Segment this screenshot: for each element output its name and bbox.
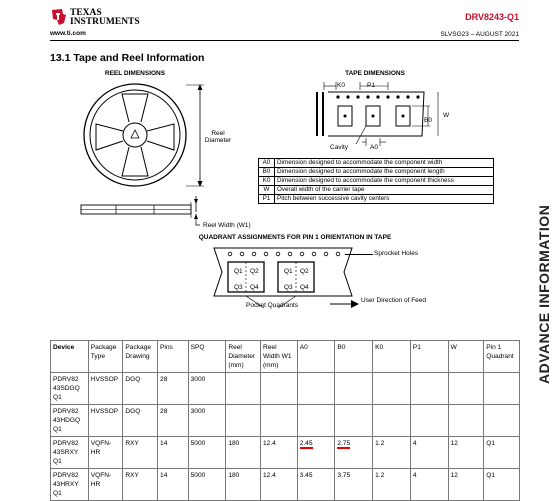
table-cell: 3000 xyxy=(188,405,226,437)
highlighted-value: 2.45 xyxy=(299,440,313,447)
quadrant-q4-b: Q4 xyxy=(300,284,309,291)
table-cell: 5000 xyxy=(188,437,226,469)
quadrant-q2-b: Q2 xyxy=(300,268,309,275)
table-cell xyxy=(297,405,335,437)
table-cell: HVSSOP xyxy=(88,405,123,437)
table-cell: 5000 xyxy=(188,469,226,501)
legend-key: B0 xyxy=(259,168,275,177)
table-cell: 12.4 xyxy=(260,469,297,501)
highlighted-value: 2.75 xyxy=(337,440,351,447)
table-cell: 14 xyxy=(158,469,189,501)
table-cell: 12 xyxy=(448,437,484,469)
table-cell: 28 xyxy=(158,373,189,405)
table-cell xyxy=(226,405,261,437)
table-cell: 3000 xyxy=(188,373,226,405)
table-cell: 1.2 xyxy=(373,469,411,501)
table-row xyxy=(51,437,520,469)
sprocket-holes-label: Sprocket Holes xyxy=(374,250,419,257)
tape-cavity-label: Cavity xyxy=(330,144,349,151)
table-cell xyxy=(335,373,373,405)
feed-direction-label: User Direction of Feed xyxy=(361,297,427,304)
table-cell: PDRV82 43HRXY Q1 xyxy=(51,469,89,501)
advance-information-banner: ADVANCE INFORMATION xyxy=(536,204,552,384)
table-cell: 180 xyxy=(226,469,261,501)
table-cell: DGQ xyxy=(123,373,158,405)
column-header: Pin 1 Quadrant xyxy=(484,341,520,373)
website-link[interactable]: www.ti.com xyxy=(50,30,86,37)
reel-diagram xyxy=(70,78,220,238)
column-header: Device xyxy=(51,341,89,373)
legend-key: P1 xyxy=(259,195,275,204)
table-cell: 12 xyxy=(448,469,484,501)
column-header: A0 xyxy=(297,341,335,373)
table-cell xyxy=(448,373,484,405)
table-cell: DGQ xyxy=(123,405,158,437)
table-cell: RXY xyxy=(123,437,158,469)
column-header: SPQ xyxy=(188,341,226,373)
table-cell: 3.45 xyxy=(297,469,335,501)
sprocket-leader xyxy=(345,254,373,255)
table-cell: 3.75 xyxy=(335,469,373,501)
quadrant-q1-a: Q1 xyxy=(234,268,243,275)
section-title: 13.1 Tape and Reel Information xyxy=(50,52,205,64)
table-cell xyxy=(484,405,520,437)
legend-row xyxy=(259,195,494,204)
feed-arrow-icon xyxy=(330,296,360,306)
legend-description: Overall width of the carrier tape xyxy=(275,186,494,195)
table-cell xyxy=(297,373,335,405)
part-number-link[interactable]: DRV8243-Q1 xyxy=(465,12,519,22)
column-header: W xyxy=(448,341,484,373)
legend-row xyxy=(259,168,494,177)
pocket-quadrants-label: Pocket Quadrants xyxy=(246,302,299,309)
table-cell: 14 xyxy=(158,437,189,469)
quadrant-q3-a: Q3 xyxy=(234,284,243,291)
table-cell xyxy=(297,437,335,469)
column-header: Pins xyxy=(158,341,189,373)
column-header: Reel Width W1 (mm) xyxy=(260,341,297,373)
table-cell xyxy=(335,437,373,469)
legend-key: W xyxy=(259,186,275,195)
brand-line-2: INSTRUMENTS xyxy=(70,17,140,27)
reel-diameter-line-2: Diameter xyxy=(204,137,232,144)
brand-line-1: TEXAS xyxy=(70,8,102,18)
column-header: Package Type xyxy=(88,341,123,373)
header-divider xyxy=(50,40,519,41)
table-row xyxy=(51,469,520,501)
quadrant-q1-b: Q1 xyxy=(284,268,293,275)
doc-id: SLVSG23 – AUGUST 2021 xyxy=(440,31,519,38)
table-cell xyxy=(484,373,520,405)
table-cell xyxy=(335,405,373,437)
tape-reel-table xyxy=(50,340,520,501)
table-cell: 12.4 xyxy=(260,437,297,469)
table-cell xyxy=(226,373,261,405)
column-header: Reel Diameter (mm) xyxy=(226,341,261,373)
column-header: B0 xyxy=(335,341,373,373)
legend-row xyxy=(259,159,494,168)
table-cell: Q1 xyxy=(484,469,520,501)
legend-key: A0 xyxy=(259,159,275,168)
tape-dimensions-title: TAPE DIMENSIONS xyxy=(345,70,405,77)
table-cell: VQFN-HR xyxy=(88,437,123,469)
legend-description: Pitch between successive cavity centers xyxy=(275,195,494,204)
tape-k0-label: K0 xyxy=(337,82,345,89)
legend-description: Dimension designed to accommodate the component thickness xyxy=(275,177,494,186)
table-cell: 4 xyxy=(410,469,448,501)
legend-row xyxy=(259,177,494,186)
table-cell xyxy=(410,405,448,437)
legend-row xyxy=(259,186,494,195)
table-cell: PDRV82 43SRXY Q1 xyxy=(51,437,89,469)
legend-description: Dimension designed to accommodate the component length xyxy=(275,168,494,177)
table-cell xyxy=(260,373,297,405)
column-header: Package Drawing xyxy=(123,341,158,373)
table-cell: 4 xyxy=(410,437,448,469)
legend-description: Dimension designed to accommodate the component width xyxy=(275,159,494,168)
legend-key: K0 xyxy=(259,177,275,186)
brand-name xyxy=(70,9,140,27)
reel-dimensions-title: REEL DIMENSIONS xyxy=(104,70,166,77)
tape-a0-label: A0 xyxy=(370,144,378,151)
ti-logo-icon xyxy=(50,8,68,26)
table-cell xyxy=(373,373,411,405)
table-cell: 1.2 xyxy=(373,437,411,469)
reel-width-label: Reel Width (W1) xyxy=(203,222,251,229)
table-cell xyxy=(410,373,448,405)
quadrant-title: QUADRANT ASSIGNMENTS FOR PIN 1 ORIENTATION IN TAPE xyxy=(198,234,392,241)
table-cell: Q1 xyxy=(484,437,520,469)
table-cell: HVSSOP xyxy=(88,373,123,405)
column-header: P1 xyxy=(410,341,448,373)
quadrant-q3-b: Q3 xyxy=(284,284,293,291)
table-cell: 180 xyxy=(226,437,261,469)
tape-p1-label: P1 xyxy=(367,82,375,89)
tape-b0-label: B0 xyxy=(424,117,432,124)
column-header: K0 xyxy=(373,341,411,373)
table-row xyxy=(51,373,520,405)
table-cell xyxy=(448,405,484,437)
reel-diameter-label xyxy=(202,130,234,144)
quadrant-q2-a: Q2 xyxy=(250,268,259,275)
quadrant-q4-a: Q4 xyxy=(250,284,259,291)
tape-legend xyxy=(258,158,494,204)
reel-diameter-line-1: Reel xyxy=(211,130,225,137)
table-cell: 28 xyxy=(158,405,189,437)
tape-w-label: W xyxy=(443,112,450,119)
table-cell: VQFN-HR xyxy=(88,469,123,501)
table-cell: PDRV82 43HDGQ Q1 xyxy=(51,405,89,437)
table-cell: RXY xyxy=(123,469,158,501)
table-row xyxy=(51,405,520,437)
tape-diagram xyxy=(300,80,460,160)
table-cell: PDRV82 43SDGQ Q1 xyxy=(51,373,89,405)
table-cell xyxy=(373,405,411,437)
table-cell xyxy=(260,405,297,437)
